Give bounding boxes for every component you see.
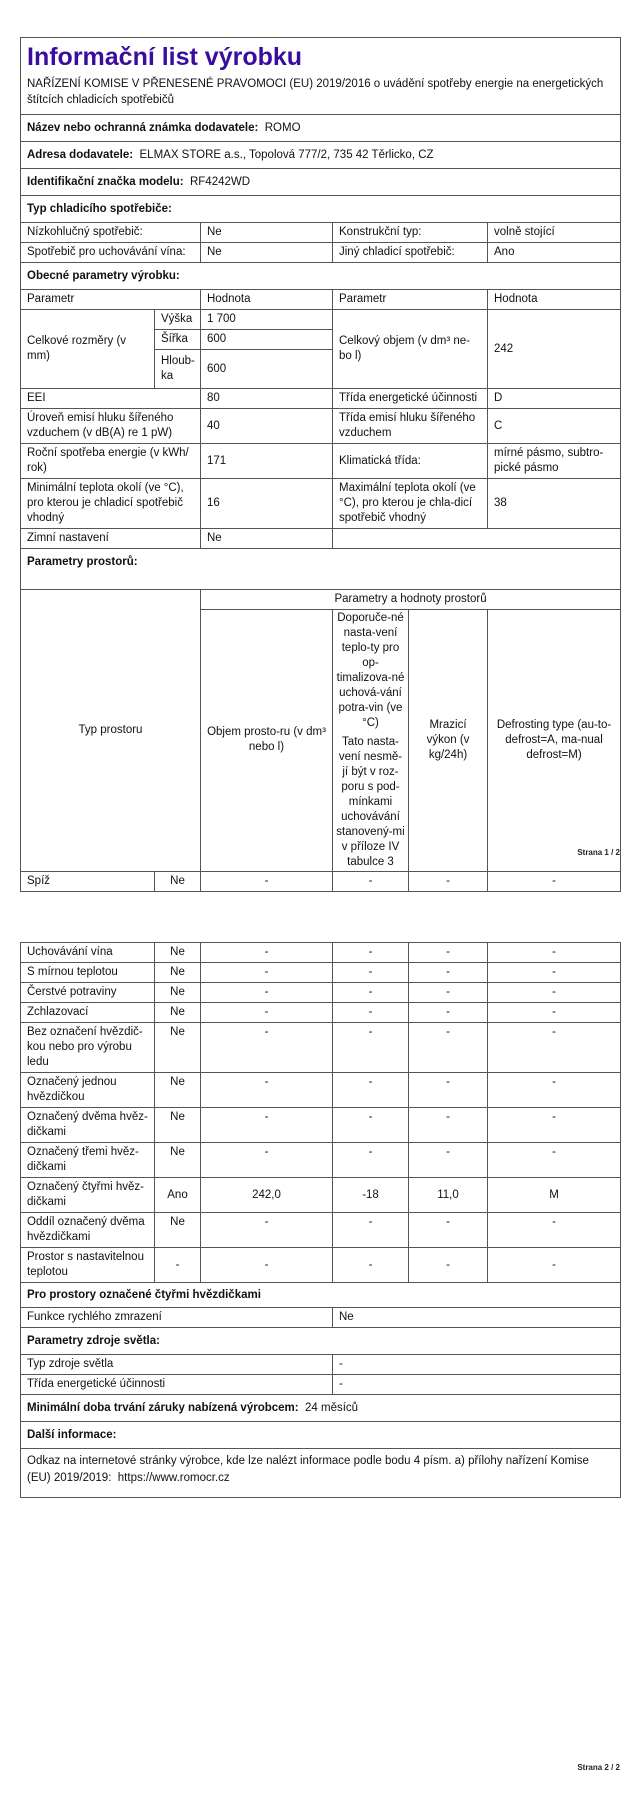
- compartment-volume: -: [201, 983, 333, 1003]
- compartment-defrost: -: [488, 1213, 621, 1248]
- compartment-freeze: 11,0: [409, 1178, 488, 1213]
- supplier-label: Název nebo ochranná známka dodavatele:: [27, 121, 259, 134]
- warranty-row: [21, 1395, 621, 1422]
- warranty-label: Minimální doba trvání záruky nabízená výrobcem:: [27, 1401, 299, 1414]
- general-heading: Obecné parametry výrobku:: [21, 263, 621, 290]
- compartment-volume: -: [201, 1213, 333, 1248]
- compartment-name: Označený čtyřmi hvěz-dičkami: [21, 1178, 155, 1213]
- compartment-defrost: -: [488, 1023, 621, 1073]
- compartment-present: Ne: [155, 1108, 201, 1143]
- label: EEI: [21, 389, 201, 409]
- info-sheet-table-page2: [20, 942, 621, 1498]
- compartment-freeze: -: [409, 1003, 488, 1023]
- compartment-defrost: -: [488, 1248, 621, 1283]
- compartment-present: Ne: [155, 1023, 201, 1073]
- value: 38: [488, 479, 621, 529]
- more-info-heading: Další informace:: [21, 1422, 621, 1449]
- light-class-value: -: [333, 1375, 621, 1395]
- compartment-present: Ne: [155, 1003, 201, 1023]
- compartment-freeze: -: [409, 871, 488, 891]
- compartment-temp: -: [333, 1003, 409, 1023]
- compartment-temp: -18: [333, 1178, 409, 1213]
- temp-header-text: Doporuče-né nasta-vení teplo-ty pro op-timalizova-né uchová-vání potra-vin (ve °C): [336, 611, 405, 729]
- dimensions-label: Celkové rozměry (v mm): [21, 310, 155, 389]
- value: 40: [201, 409, 333, 444]
- compartment-name: Označený třemi hvěz-dičkami: [21, 1143, 155, 1178]
- compartment-name: Spíž: [21, 871, 155, 891]
- label: Třída energetické účinnosti: [333, 389, 488, 409]
- total-volume-label: Celkový objem (v dm³ ne-bo l): [333, 310, 488, 389]
- winter-label: Zimní nastavení: [21, 529, 201, 549]
- width-value: 600: [201, 330, 333, 350]
- compartment-name: Oddíl označený dvěma hvězdičkami: [21, 1213, 155, 1248]
- winter-value: Ne: [201, 529, 333, 549]
- temp-header: [333, 609, 409, 871]
- supplier-row: [21, 115, 621, 142]
- compartment-temp: -: [333, 943, 409, 963]
- compartment-row: [21, 1213, 621, 1248]
- compartment-freeze: -: [409, 1073, 488, 1108]
- appliance-type-heading: Typ chladicího spotřebiče:: [21, 196, 621, 223]
- compartment-freeze: -: [409, 1108, 488, 1143]
- compartment-volume: -: [201, 871, 333, 891]
- compartment-defrost: -: [488, 1143, 621, 1178]
- model-value: RF4242WD: [189, 175, 251, 188]
- temp-header-note: Tato nasta-vení nesmě-jí být v roz-poru s pod-mínkami uchovávání stanovený-mi v příloze IV tabulce 3: [336, 735, 405, 868]
- label: Klimatická třída:: [333, 444, 488, 479]
- model-label: Identifikační značka modelu:: [27, 175, 184, 188]
- light-class-label: Třída energetické účinnosti: [21, 1375, 333, 1395]
- compartment-temp: -: [333, 983, 409, 1003]
- appliance-type-row: [21, 243, 621, 263]
- compartment-row: [21, 1178, 621, 1213]
- group-header: Parametry a hodnoty prostorů: [201, 589, 621, 609]
- compartment-defrost: -: [488, 943, 621, 963]
- compartment-present: Ne: [155, 871, 201, 891]
- volume-header: Objem prosto-ru (v dm³ nebo l): [201, 609, 333, 871]
- appliance-type-row: [21, 223, 621, 243]
- compartment-volume: -: [201, 963, 333, 983]
- compartment-defrost: -: [488, 963, 621, 983]
- compartment-volume: -: [201, 1108, 333, 1143]
- general-row: [21, 444, 621, 479]
- compartment-temp: -: [333, 1108, 409, 1143]
- compartment-name: Označený jednou hvězdičkou: [21, 1073, 155, 1108]
- type-header: Typ prostoru: [21, 589, 201, 871]
- light-type-value: -: [333, 1355, 621, 1375]
- address-label: Adresa dodavatele:: [27, 148, 134, 161]
- light-type-label: Typ zdroje světla: [21, 1355, 333, 1375]
- page-1: [20, 37, 620, 892]
- compartment-row: [21, 1143, 621, 1178]
- label: Třída emisí hluku šířeného vzduchem: [333, 409, 488, 444]
- fast-freeze-value: Ne: [333, 1308, 621, 1328]
- compartment-freeze: -: [409, 1143, 488, 1178]
- regulation-text: NAŘÍZENÍ KOMISE V PŘENESENÉ PRAVOMOCI (EU) 2019/2016 o uvádění spotřeby energie na energetických štítcích chladicích spotřebičů: [21, 74, 621, 115]
- depth-value: 600: [201, 350, 333, 389]
- compartment-temp: -: [333, 1073, 409, 1108]
- compartments-heading: Parametry prostorů:: [21, 549, 621, 576]
- page-number-1: Strana 1 / 2: [577, 848, 620, 857]
- compartment-name: Označený dvěma hvěz-dičkami: [21, 1108, 155, 1143]
- compartment-temp: -: [333, 1248, 409, 1283]
- label: Nízkohlučný spotřebič:: [21, 223, 201, 243]
- label: Maximální teplota okolí (ve °C), pro kterou je chla-dicí spotřebič vhodný: [333, 479, 488, 529]
- compartment-freeze: -: [409, 1023, 488, 1073]
- value: D: [488, 389, 621, 409]
- compartment-volume: -: [201, 943, 333, 963]
- compartment-name: Prostor s nastavitelnou teplotou: [21, 1248, 155, 1283]
- value: Ano: [488, 243, 621, 263]
- compartment-row: [21, 1108, 621, 1143]
- compartment-row: [21, 963, 621, 983]
- light-class-row: [21, 1375, 621, 1395]
- label: Konstrukční typ:: [333, 223, 488, 243]
- compartment-row: [21, 1073, 621, 1108]
- width-label: Šířka: [155, 330, 201, 350]
- label: Spotřebič pro uchovávání vína:: [21, 243, 201, 263]
- page-number-2: Strana 2 / 2: [577, 1763, 620, 1772]
- compartment-row: [21, 1023, 621, 1073]
- compartment-freeze: -: [409, 963, 488, 983]
- value: C: [488, 409, 621, 444]
- general-row: [21, 479, 621, 529]
- compartment-present: Ne: [155, 983, 201, 1003]
- info-sheet-table-page1: [20, 37, 621, 892]
- compartment-volume: -: [201, 1023, 333, 1073]
- compartment-present: Ne: [155, 943, 201, 963]
- light-type-row: [21, 1355, 621, 1375]
- value: Ne: [201, 243, 333, 263]
- label: Roční spotřeba energie (v kWh/ rok): [21, 444, 201, 479]
- height-value: 1 700: [201, 310, 333, 330]
- address-row: [21, 142, 621, 169]
- value: mírné pásmo, subtro-pické pásmo: [488, 444, 621, 479]
- compartment-name: Zchlazovací: [21, 1003, 155, 1023]
- compartment-present: Ano: [155, 1178, 201, 1213]
- column-header: Parametr: [333, 290, 488, 310]
- total-volume-value: 242: [488, 310, 621, 389]
- supplier-value: ROMO: [264, 121, 301, 134]
- compartment-row: [21, 871, 621, 891]
- compartment-temp: -: [333, 963, 409, 983]
- compartment-temp: -: [333, 1143, 409, 1178]
- address-value: ELMAX STORE a.s., Topolová 777/2, 735 42 Těrlicko, CZ: [139, 148, 434, 161]
- compartment-name: Čerstvé potraviny: [21, 983, 155, 1003]
- spacer: [21, 575, 621, 589]
- compartment-present: -: [155, 1248, 201, 1283]
- compartment-defrost: -: [488, 1108, 621, 1143]
- compartment-name: S mírnou teplotou: [21, 963, 155, 983]
- column-header: Hodnota: [488, 290, 621, 310]
- compartment-row: [21, 943, 621, 963]
- compartment-defrost: -: [488, 1073, 621, 1108]
- value: 16: [201, 479, 333, 529]
- four-star-heading: Pro prostory označené čtyřmi hvězdičkami: [21, 1283, 621, 1308]
- empty-cell: [333, 529, 621, 549]
- compartment-name: Uchovávání vína: [21, 943, 155, 963]
- compartment-present: Ne: [155, 1213, 201, 1248]
- compartment-present: Ne: [155, 1143, 201, 1178]
- compartment-temp: -: [333, 1213, 409, 1248]
- column-header: Parametr: [21, 290, 201, 310]
- warranty-value: 24 měsíců: [305, 1401, 359, 1414]
- model-row: [21, 169, 621, 196]
- value: 80: [201, 389, 333, 409]
- column-header: Hodnota: [201, 290, 333, 310]
- general-row: [21, 389, 621, 409]
- general-row: [21, 409, 621, 444]
- compartment-freeze: -: [409, 983, 488, 1003]
- page-title: Informační list výrobku: [21, 38, 621, 75]
- compartment-defrost: -: [488, 1003, 621, 1023]
- label: Jiný chladicí spotřebič:: [333, 243, 488, 263]
- compartment-defrost: -: [488, 983, 621, 1003]
- compartment-name: Bez označení hvězdič-kou nebo pro výrobu ledu: [21, 1023, 155, 1073]
- winter-row: [21, 529, 621, 549]
- fast-freeze-row: [21, 1308, 621, 1328]
- defrost-header: Defrosting type (au-to-defrost=A, ma-nual defrost=M): [488, 609, 621, 871]
- depth-label: Hloub-ka: [155, 350, 201, 389]
- value: 171: [201, 444, 333, 479]
- compartment-freeze: -: [409, 943, 488, 963]
- compartment-volume: -: [201, 1143, 333, 1178]
- compartment-freeze: -: [409, 1248, 488, 1283]
- compartment-defrost: M: [488, 1178, 621, 1213]
- label: Minimální teplota okolí (ve °C), pro kterou je chladicí spotřebič vhodný: [21, 479, 201, 529]
- general-header-row: [21, 290, 621, 310]
- label: Úroveň emisí hluku šířeného vzduchem (v dB(A) re 1 pW): [21, 409, 201, 444]
- more-info-text: Odkaz na internetové stránky výrobce, kde lze nalézt informace podle bodu 4 písm. a) přílohy nařízení Komise (EU) 2019/2019:: [27, 1455, 589, 1484]
- manufacturer-link[interactable]: https://www.romocr.cz: [117, 1472, 230, 1484]
- fast-freeze-label: Funkce rychlého zmrazení: [21, 1308, 333, 1328]
- page-2: [20, 942, 620, 1498]
- value: volně stojící: [488, 223, 621, 243]
- light-heading: Parametry zdroje světla:: [21, 1328, 621, 1355]
- compartment-row: [21, 983, 621, 1003]
- compartment-freeze: -: [409, 1213, 488, 1248]
- compartment-present: Ne: [155, 963, 201, 983]
- compartment-volume: -: [201, 1003, 333, 1023]
- compartment-defrost: -: [488, 871, 621, 891]
- compartment-temp: -: [333, 1023, 409, 1073]
- compartment-present: Ne: [155, 1073, 201, 1108]
- height-label: Výška: [155, 310, 201, 330]
- compartment-temp: -: [333, 871, 409, 891]
- more-info-row: [21, 1449, 621, 1498]
- freeze-header: Mrazicí výkon (v kg/24h): [409, 609, 488, 871]
- compartment-volume: 242,0: [201, 1178, 333, 1213]
- compartment-volume: -: [201, 1248, 333, 1283]
- compartment-volume: -: [201, 1073, 333, 1108]
- compartment-row: [21, 1248, 621, 1283]
- compartment-row: [21, 1003, 621, 1023]
- value: Ne: [201, 223, 333, 243]
